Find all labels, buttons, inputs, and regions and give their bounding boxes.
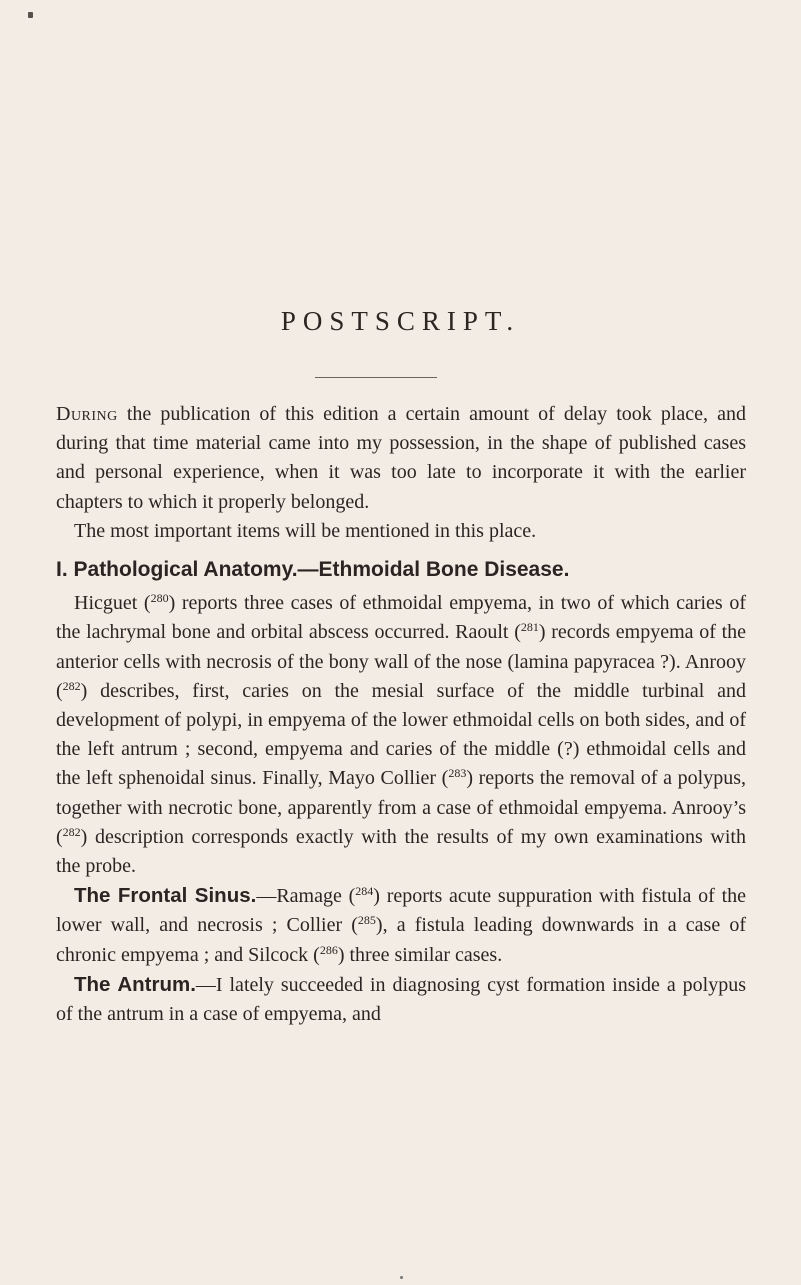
intro-paragraph-2: The most important items will be mentioned in this place. xyxy=(74,519,537,542)
text-run: ) description corresponds exactly with the results of my own examinations with the probe. xyxy=(56,825,746,878)
text-run: —Ramage ( xyxy=(256,885,356,908)
page-speck xyxy=(400,1276,403,1279)
reference-number: 280 xyxy=(150,591,169,606)
page-speck xyxy=(28,12,33,18)
title-rule xyxy=(315,377,437,378)
reference-number: 282 xyxy=(62,678,81,693)
intro-lead-word: During xyxy=(56,403,118,425)
frontal-sinus-heading: The Frontal Sinus. xyxy=(74,884,257,908)
section-heading xyxy=(56,555,746,585)
reference-number: 286 xyxy=(319,942,338,957)
reference-number: 282 xyxy=(62,824,81,839)
body-text xyxy=(56,400,746,1029)
antrum-paragraph xyxy=(56,970,746,1029)
text-run: ), a fistula leading downwards in a case of chronic empyema ; and Silcock ( xyxy=(56,914,747,966)
reference-number: 281 xyxy=(520,620,539,635)
intro-paragraph xyxy=(56,400,746,517)
antrum-heading: The Antrum. xyxy=(74,972,196,996)
text-run: ) reports acute suppuration with fistula of the lower wall, and necrosis ; Collier ( xyxy=(56,885,747,937)
reference-number: 283 xyxy=(448,766,467,781)
text-run: ) reports the removal of a polypus, together with necrotic bone, apparently from a case of ethmoidal empyema. Anrooy’s ( xyxy=(56,767,746,848)
page-title: POSTSCRIPT. xyxy=(280,306,521,336)
section-heading-text: I. Pathological Anatomy.—Ethmoidal Bone Disease. xyxy=(56,558,570,582)
intro-text: the publication of this edition a certain amount of delay took place, and during that time material came into my possession, in the shape of published cases and personal experience, when it was too late to incorporate it with the earlier chapters to which it properly belonged. xyxy=(56,403,746,513)
text-run: ) describes, first, caries on the mesial surface of the middle turbinal and development of polypi, in empyema of the lower ethmoidal cells on both sides, and of the left antrum ; second, empyema and caries of the middle (?) ethmoidal cells and the left sphenoidal sinus. Finally, Mayo Collier ( xyxy=(56,679,746,790)
text-run: ) reports three cases of ethmoidal empyema, in two of which caries of the lachrymal bone and orbital abscess occurred. Raoult ( xyxy=(56,592,746,644)
reference-number: 284 xyxy=(355,884,374,899)
ethmoidal-paragraph xyxy=(56,589,746,881)
text-run: ) three similar cases. xyxy=(337,943,503,966)
frontal-sinus-paragraph xyxy=(56,881,746,970)
text-run: ) records empyema of the anterior cells with necrosis of the bony wall of the nose (lamina papyracea ?). Anrooy ( xyxy=(56,621,747,702)
reference-number: 285 xyxy=(357,913,376,928)
text-run: Hicguet ( xyxy=(74,592,151,615)
text-run: —I lately succeeded in diagnosing cyst formation inside a polypus of the antrum in a case of empyema, and xyxy=(56,973,746,1026)
